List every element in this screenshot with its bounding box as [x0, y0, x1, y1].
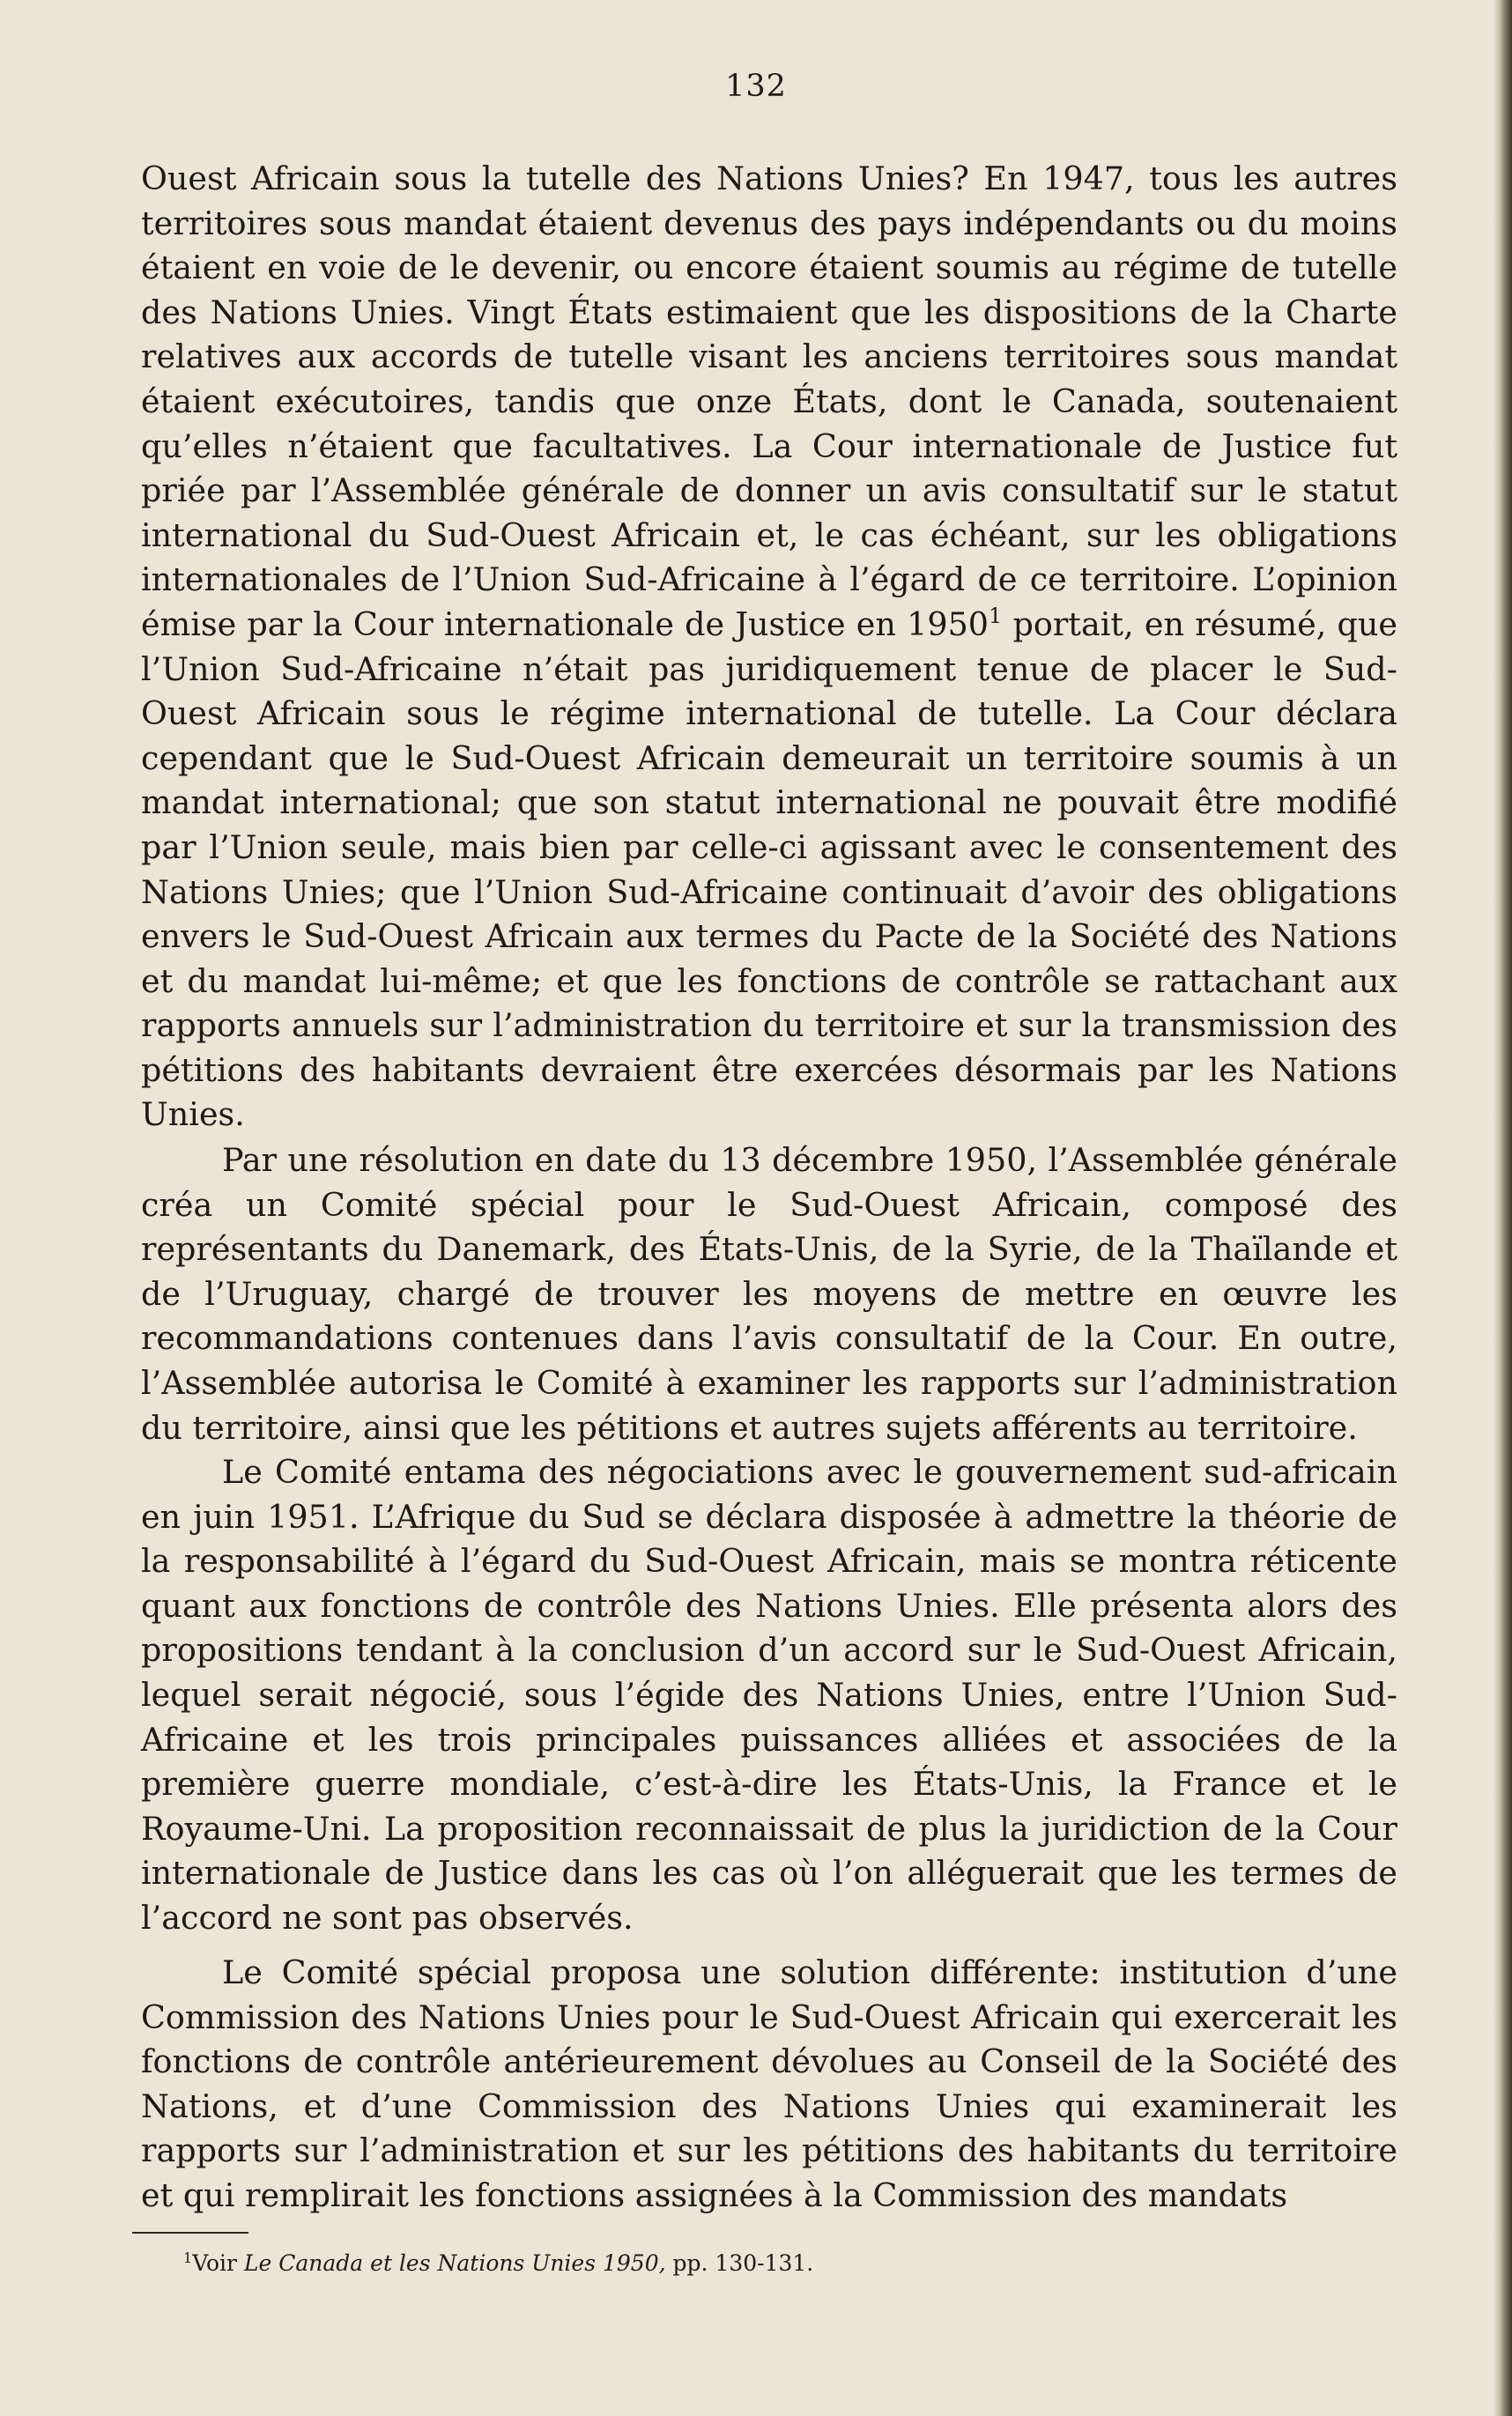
body-text-block-4 [141, 1951, 1397, 2219]
body-text-block-1 [141, 157, 1397, 1138]
footnote-reference: 1 [989, 603, 1003, 628]
body-text-block-3 [141, 1450, 1397, 1941]
page-binding-edge [1493, 0, 1512, 2416]
paragraph: Le Comité spécial proposa une solution différente: institution d’une Commission des Nations Unies pour le Sud-Ouest Africain qui exercerait les fonctions de contrôle antérieurement dévolues au Conseil de la Société des Nations, et d’une Commission des Nations Unies qui examinerait les rapports sur l’administration et sur les pétitions des habitants du territoire et qui remplirait les fonctions assignées à la Commission des mandats [141, 1953, 1397, 2214]
body-text-block-2 [141, 1138, 1397, 1450]
paragraph: Le Comité entama des négociations avec le gouvernement sud-africain en juin 1951. L’Afrique du Sud se déclara disposée à admettre la théorie de la responsabilité à l’égard du Sud-Ouest Africain, mais se montra réticente quant aux fonctions de contrôle des Nations Unies. Elle présenta alors des propositions tendant à la conclusion d’un accord sur le Sud-Ouest Africain, lequel serait négocié, sous l’égide des Nations Unies, entre l’Union Sud-Africaine et les trois principales puissances alliées et associées de la première guerre mondiale, c’est-à-dire les États-Unis, la France et le Royaume-Uni. La proposition reconnaissait de plus la juridiction de la Cour internationale de Justice dans les cas où l’on alléguerait que les termes de l’accord ne sont pas observés. [141, 1453, 1397, 1937]
paragraph-text: Ouest Africain sous la tutelle des Nations Unies? En 1947, tous les autres territoires sous mandat étaient devenus des pays indépendants ou du moins étaient en voie de le devenir, ou encore étaient soumis au régime de tutelle des Nations Unies. Vingt États estimaient que les dispositions de la Charte relatives aux accords de tutelle visant les anciens territoires sous mandat étaient exécutoires, tandis que onze États, dont le Canada, soutenaient qu’elles n’étaient que facultatives. La Cour internationale de Justice fut priée par l’Assemblée générale de donner un avis consultatif sur le statut international du Sud-Ouest Africain et, le cas échéant, sur les obligations internationales de l’Union Sud-Africaine à l’égard de ce territoire. L’opinion émise par la Cour internationale de Justice en 1950 [141, 159, 1397, 643]
paragraph-continuation [141, 157, 1397, 1138]
footnote [183, 2249, 813, 2276]
footnote-title: Le Canada et les Nations Unies 1950, [243, 2250, 666, 2276]
paragraph-text: portait, en résumé, que l’Union Sud-Africaine n’était pas juridiquement tenue de placer le Sud-Ouest Africain sous le régime international de tutelle. La Cour déclara cependant que le Sud-Ouest Africain demeurait un territoire soumis à un mandat international; que son statut international ne pouvait être modifié par l’Union seule, mais bien par celle-ci agissant avec le consentement des Nations Unies; que l’Union Sud-Africaine continuait d’avoir des obligations envers le Sud-Ouest Africain aux termes du Pacte de la Société des Nations et du mandat lui-même; et que les fonctions de contrôle se rattachant aux rapports annuels sur l’administration du territoire et sur la transmission des pétitions des habitants devraient être exercées désormais par les Nations Unies. [141, 604, 1397, 1134]
footnote-marker: 1 [183, 2249, 193, 2266]
paragraph: Par une résolution en date du 13 décembre 1950, l’Assemblée générale créa un Comité spécial pour le Sud-Ouest Africain, composé des représentants du Danemark, des États-Unis, de la Syrie, de la Thaïlande et de l’Uruguay, chargé de trouver les moyens de mettre en œuvre les recommandations contenues dans l’avis consultatif de la Cour. En outre, l’Assemblée autorisa le Comité à examiner les rapports sur l’administration du territoire, ainsi que les pétitions et autres sujets afférents au territoire. [141, 1141, 1397, 1447]
footnote-pages: pp. 130-131. [665, 2250, 814, 2276]
footnote-divider [132, 2232, 248, 2234]
footnote-prefix: Voir [192, 2250, 244, 2276]
page-number: 132 [725, 69, 787, 104]
